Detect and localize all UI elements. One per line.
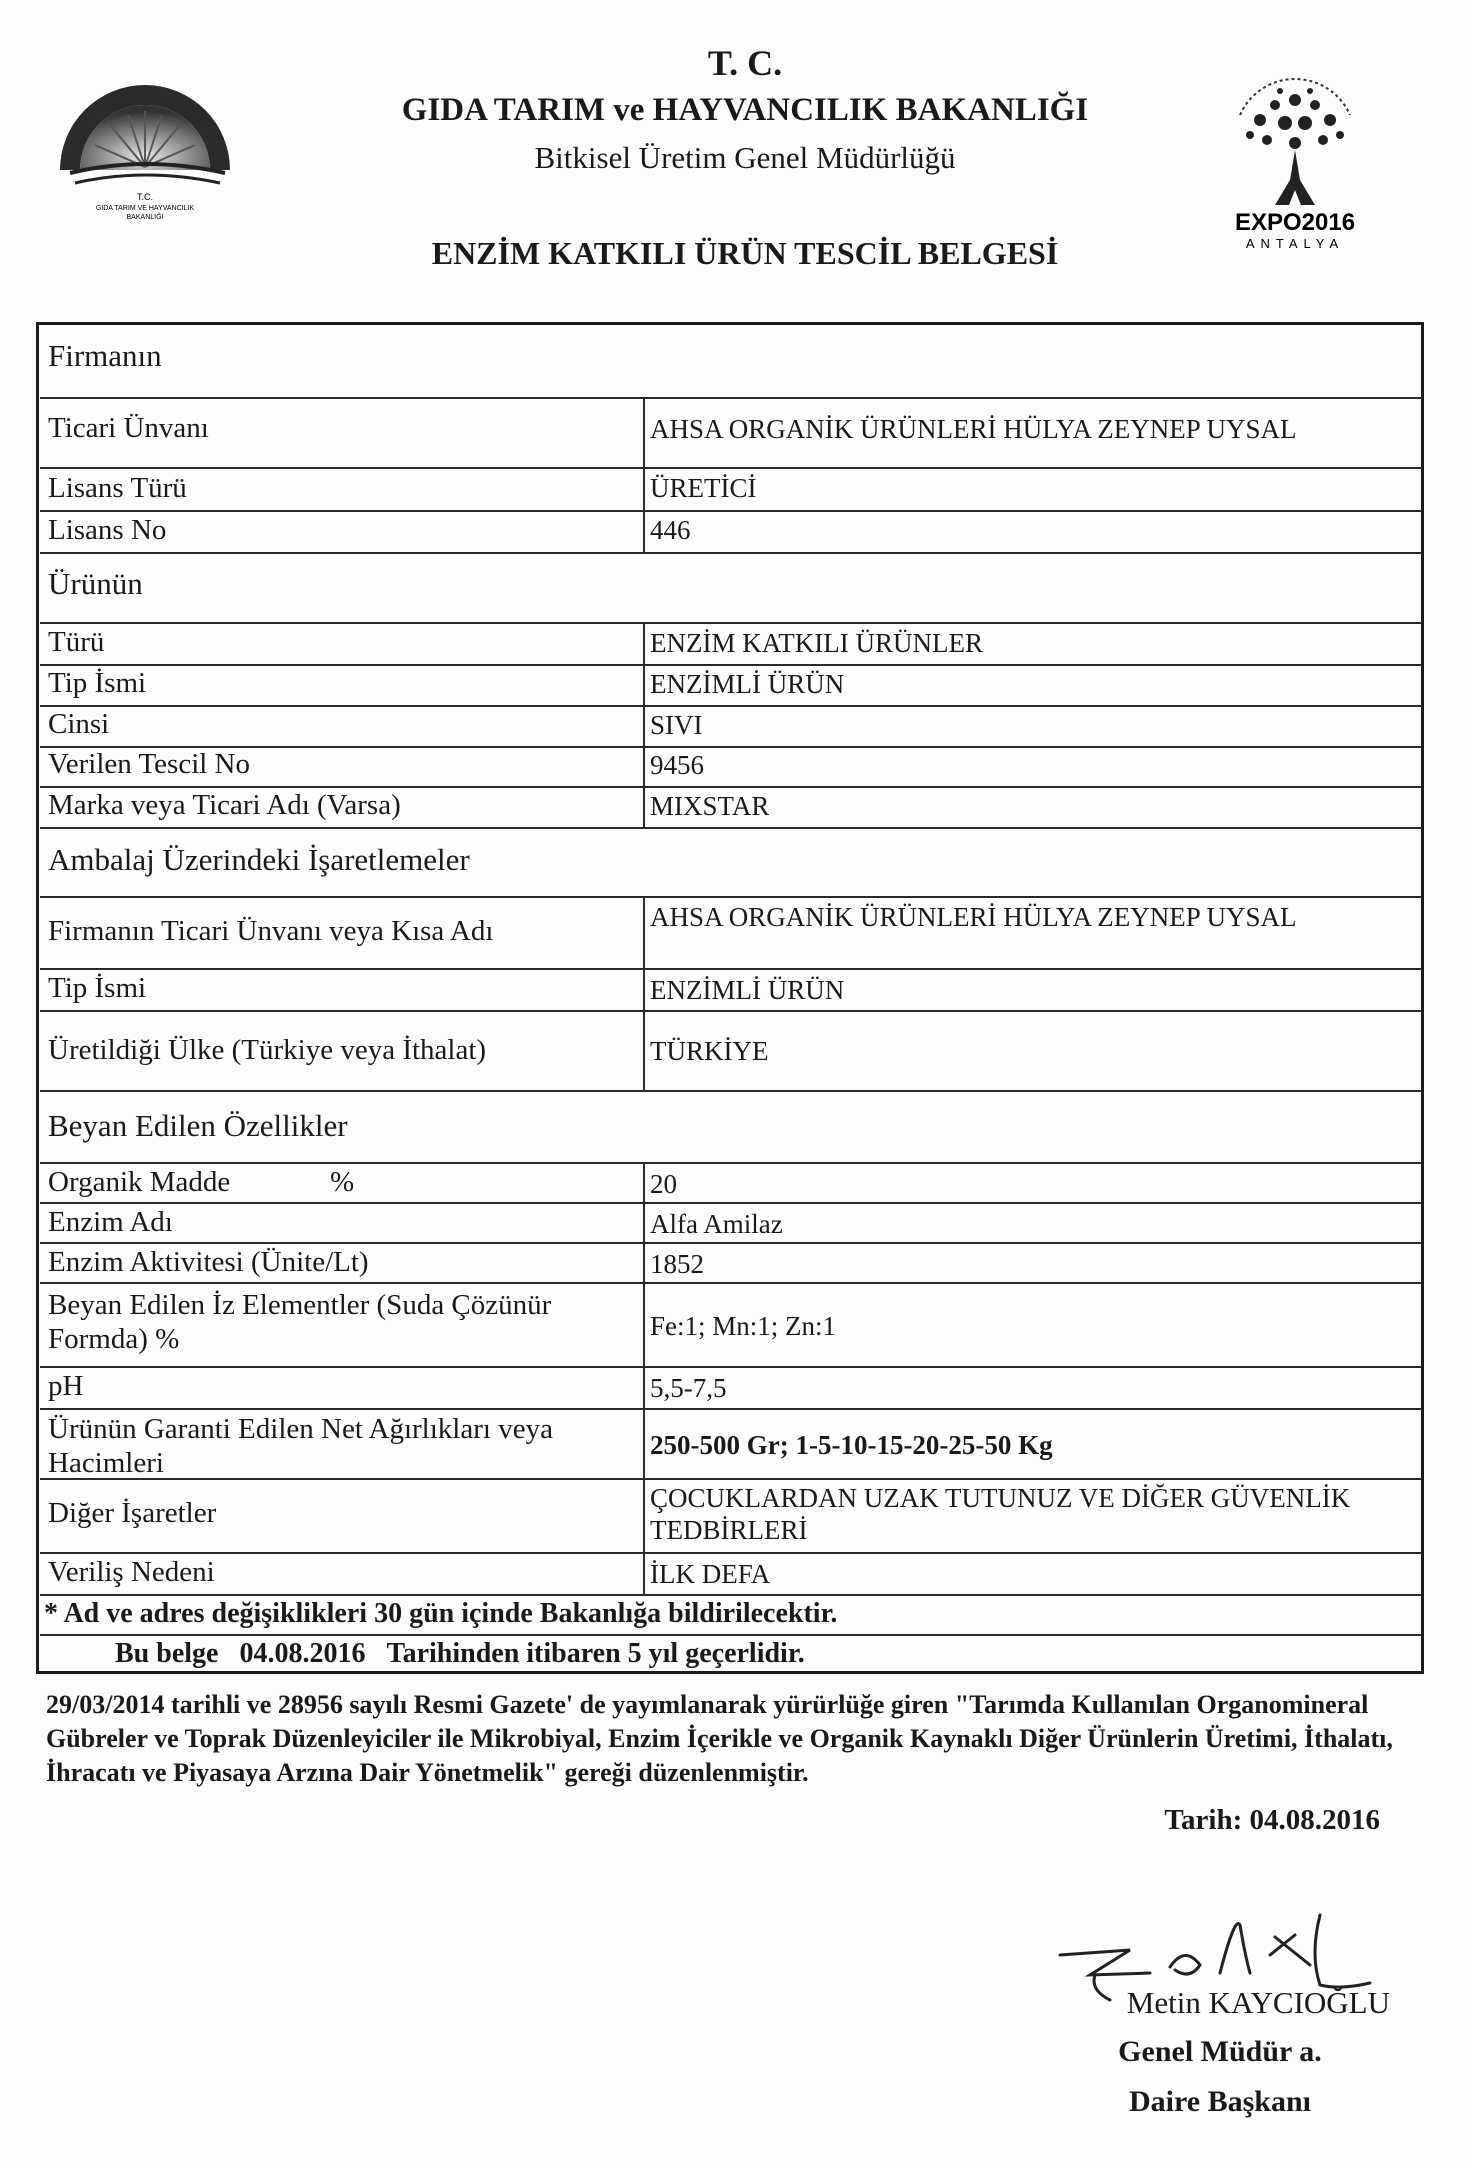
row-divider (40, 552, 1422, 554)
packaging-type-name-label: Tip İsmi (48, 972, 147, 1004)
validity-suffix: Tarihinden itibaren 5 yıl geçerlidir. (386, 1638, 805, 1669)
row-divider (40, 1242, 1422, 1244)
row-divider (40, 968, 1422, 970)
validity-note (115, 1638, 1466, 1670)
enzyme-name-value: Alfa Amilaz (650, 1209, 783, 1239)
svg-text:GIDA TARIM VE HAYVANCILIK: GIDA TARIM VE HAYVANCILIK (95, 205, 195, 212)
product-type-name-value: ENZİMLİ ÜRÜN (650, 669, 845, 699)
packaging-type-name-value: ENZİMLİ ÜRÜN (650, 975, 845, 1005)
registration-no-label: Verilen Tescil No (48, 748, 250, 780)
section-properties: Beyan Edilen Özellikler (48, 1108, 348, 1143)
product-kind-label: Cinsi (48, 708, 110, 740)
product-type-value: ENZİM KATKILI ÜRÜNLER (650, 628, 983, 658)
row-divider (40, 467, 1422, 469)
reason-label: Veriliş Nedeni (48, 1556, 215, 1588)
other-marks-value: ÇOCUKLARDAN UZAK TUTUNUZ VE DİĞER GÜVENLİK TEDBİRLERİ (650, 1483, 1351, 1545)
enzyme-activity-value: 1852 (650, 1249, 704, 1279)
trace-elements-label: Beyan Edilen İz Elementler (Suda Çözünür Formda) % (48, 1289, 552, 1355)
row-divider (40, 1634, 1422, 1636)
product-type-label: Türü (48, 626, 105, 658)
ph-label: pH (48, 1370, 84, 1402)
svg-text:T.C.: T.C. (136, 192, 154, 202)
row-divider (40, 1162, 1422, 1164)
net-weight-value: 250-500 Gr; 1-5-10-15-20-25-50 Kg (650, 1430, 1053, 1460)
row-divider (40, 705, 1422, 707)
row-divider (40, 510, 1422, 512)
signatory-name: Metin KAYCIOĞLU (1126, 1985, 1390, 2020)
column-divider (643, 1162, 645, 1594)
ministry-heading: GIDA TARIM ve HAYVANCILIK BAKANLIĞI (401, 92, 1089, 128)
row-divider (40, 786, 1422, 788)
product-type-name-label: Tip İsmi (48, 667, 147, 699)
department-heading: Bitkisel Üretim Genel Müdürlüğü (534, 140, 956, 175)
row-divider (40, 1366, 1422, 1368)
license-no-label: Lisans No (48, 514, 167, 546)
section-product: Ürünün (48, 566, 143, 601)
tc-heading: T. C. (707, 43, 783, 83)
trade-name-label: Ticari Ünvanı (48, 412, 209, 444)
row-divider (40, 1552, 1422, 1554)
row-divider (40, 1202, 1422, 1204)
brand-value: MIXSTAR (650, 791, 770, 821)
trade-name-value: AHSA ORGANİK ÜRÜNLERİ HÜLYA ZEYNEP UYSAL (650, 414, 1297, 444)
license-type-label: Lisans Türü (48, 472, 187, 504)
license-no-value: 446 (650, 515, 691, 545)
country-value: TÜRKİYE (650, 1036, 769, 1066)
section-firm: Firmanın (48, 338, 162, 373)
expo-logo-icon (1205, 55, 1385, 255)
row-divider (40, 896, 1422, 898)
validity-prefix: Bu belge (115, 1638, 219, 1669)
enzyme-activity-label: Enzim Aktivitesi (Ünite/Lt) (48, 1246, 369, 1278)
row-divider (40, 1408, 1422, 1410)
net-weight-label: Ürünün Garanti Edilen Net Ağırlıkları veya Hacimleri (48, 1413, 553, 1479)
validity-date: 04.08.2016 (239, 1638, 366, 1669)
organic-matter-unit: % (330, 1166, 355, 1198)
brand-label: Marka veya Ticari Adı (Varsa) (48, 789, 401, 821)
row-divider (40, 1090, 1422, 1092)
other-marks-label: Diğer İşaretler (48, 1497, 217, 1529)
ministry-logo-icon (50, 55, 240, 220)
section-packaging: Ambalaj Üzerindeki İşaretlemeler (48, 842, 470, 877)
svg-text:EXPO2016: EXPO2016 (1234, 209, 1356, 236)
document-title: ENZİM KATKILI ÜRÜN TESCİL BELGESİ (431, 235, 1059, 271)
row-divider (40, 1010, 1422, 1012)
svg-text:ANTALYA: ANTALYA (1245, 236, 1345, 251)
row-divider (40, 1282, 1422, 1284)
row-divider (40, 622, 1422, 624)
row-divider (40, 397, 1422, 399)
reason-value: İLK DEFA (650, 1559, 771, 1589)
packaging-firm-name-value: AHSA ORGANİK ÜRÜNLERİ HÜLYA ZEYNEP UYSAL (650, 902, 1297, 932)
address-change-note: * Ad ve adres değişiklikleri 30 gün içinde Bakanlığa bildirilecektir. (44, 1598, 838, 1629)
product-kind-value: SIVI (650, 710, 703, 740)
ph-value: 5,5-7,5 (650, 1373, 727, 1403)
signatory-title-line1: Genel Müdür a. (1118, 2035, 1322, 2068)
license-type-value: ÜRETİCİ (650, 473, 757, 503)
signatory-title-line2: Daire Başkanı (1129, 2085, 1311, 2118)
issue-date: Tarih: 04.08.2016 (1164, 1804, 1380, 1836)
row-divider (40, 664, 1422, 666)
trace-elements-value: Fe:1; Mn:1; Zn:1 (650, 1311, 837, 1341)
svg-text:BAKANLIĞI: BAKANLIĞI (126, 214, 164, 220)
column-divider (643, 397, 645, 552)
row-divider (40, 1594, 1422, 1596)
column-divider (643, 622, 645, 827)
country-label: Üretildiği Ülke (Türkiye veya İthalat) (48, 1034, 487, 1066)
organic-matter-value: 20 (650, 1169, 677, 1199)
row-divider (40, 827, 1422, 829)
column-divider (643, 896, 645, 1090)
registration-no-value: 9456 (650, 750, 704, 780)
organic-matter-label: Organik Madde (48, 1166, 231, 1198)
enzyme-name-label: Enzim Adı (48, 1206, 173, 1238)
packaging-firm-name-label: Firmanın Ticari Ünvanı veya Kısa Adı (48, 915, 494, 947)
legal-paragraph: 29/03/2014 tarihli ve 28956 sayılı Resmi Gazete' de yayımlanarak yürürlüğe giren "Tarımda Kullanılan Organomineral Gübreler ve Toprak Düzenleyiciler ile Mikrobiyal, Enzim İçerikle ve Organik Kaynaklı Diğer Ürünlerin Üretimi, İthalatı, İhracatı ve Piyasaya Arzına Dair Yönetmelik" gereği düzenlenmiştir. (46, 1690, 1393, 1787)
